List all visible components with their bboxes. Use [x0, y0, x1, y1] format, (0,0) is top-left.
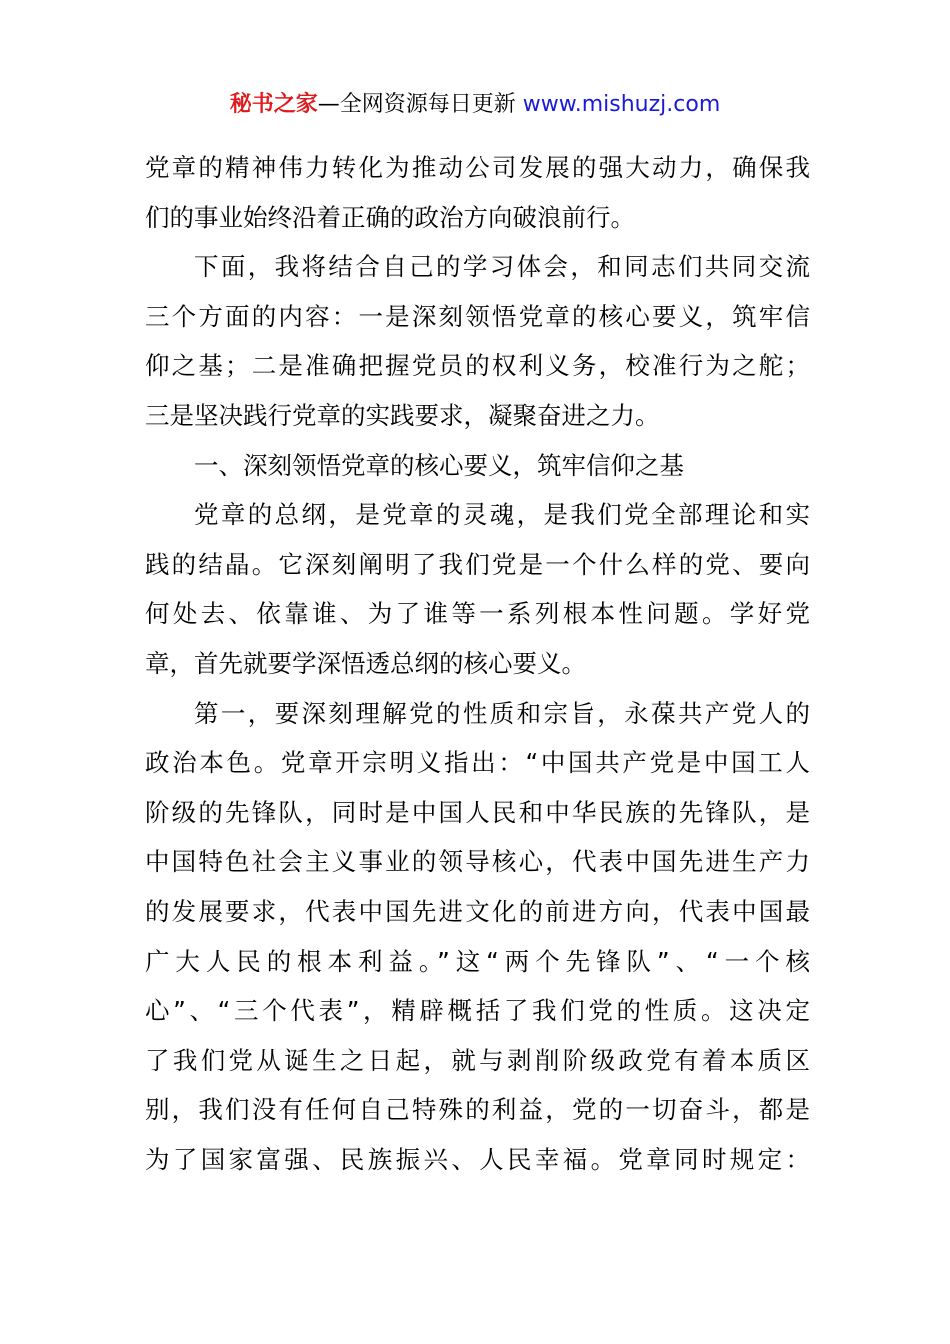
- text-line: 下面，我将结合自己的学习体会，和同志们共同交流: [194, 252, 810, 282]
- document-body: [145, 143, 810, 1184]
- text-line: 践的结晶。它深刻阐明了我们党是一个什么样的党、要向: [145, 549, 810, 579]
- text-line: 别，我们没有任何自己特殊的利益，党的一切奋斗，都是: [145, 1095, 810, 1125]
- text-line: 党章的精神伟力转化为推动公司发展的强大动力，确保我: [145, 153, 810, 182]
- text-line: 一、深刻领悟党章的核心要义，筑牢信仰之基: [194, 450, 684, 480]
- text-line: 广大人民的根本利益。”这“两个先锋队”、“一个核: [145, 946, 810, 976]
- text-line: 第一，要深刻理解党的性质和宗旨，永葆共产党人的: [194, 698, 810, 728]
- text-line: 政治本色。党章开宗明义指出：“中国共产党是中国工人: [145, 748, 810, 778]
- text-line: 党章的总纲，是党章的灵魂，是我们党全部理论和实: [194, 500, 810, 530]
- text-line: 三是坚决践行党章的实践要求，凝聚奋进之力。: [145, 400, 660, 430]
- text-line: 仰之基；二是准确把握党员的权利义务，校准行为之舵；: [145, 351, 810, 381]
- text-line: 心”、“三个代表”，精辟概括了我们党的性质。这决定: [145, 996, 810, 1026]
- text-line: 中国特色社会主义事业的领导核心，代表中国先进生产力: [145, 847, 810, 877]
- text-line: 的发展要求，代表中国先进文化的前进方向，代表中国最: [145, 896, 810, 926]
- text-line: 章，首先就要学深悟透总纲的核心要义。: [145, 648, 586, 678]
- text-line: 三个方面的内容：一是深刻领悟党章的核心要义，筑牢信: [145, 301, 810, 331]
- brand-name: 秘书之家: [229, 92, 318, 117]
- page-header: [0, 90, 950, 120]
- text-line: 们的事业始终沿着正确的政治方向破浪前行。: [145, 202, 635, 232]
- text-line: 阶级的先锋队，同时是中国人民和中华民族的先锋队，是: [145, 797, 810, 827]
- text-line: 了我们党从诞生之日起，就与剥削阶级政党有着本质区: [145, 1045, 810, 1075]
- header-tagline: 全网资源每日更新: [339, 92, 516, 117]
- header-separator: —: [317, 92, 340, 117]
- text-line: 为了国家富强、民族振兴、人民幸福。党章同时规定：: [145, 1144, 810, 1174]
- text-line: 何处去、依靠谁、为了谁等一系列根本性问题。学好党: [145, 599, 810, 629]
- site-url-link[interactable]: www.mishuzj.com: [522, 92, 721, 117]
